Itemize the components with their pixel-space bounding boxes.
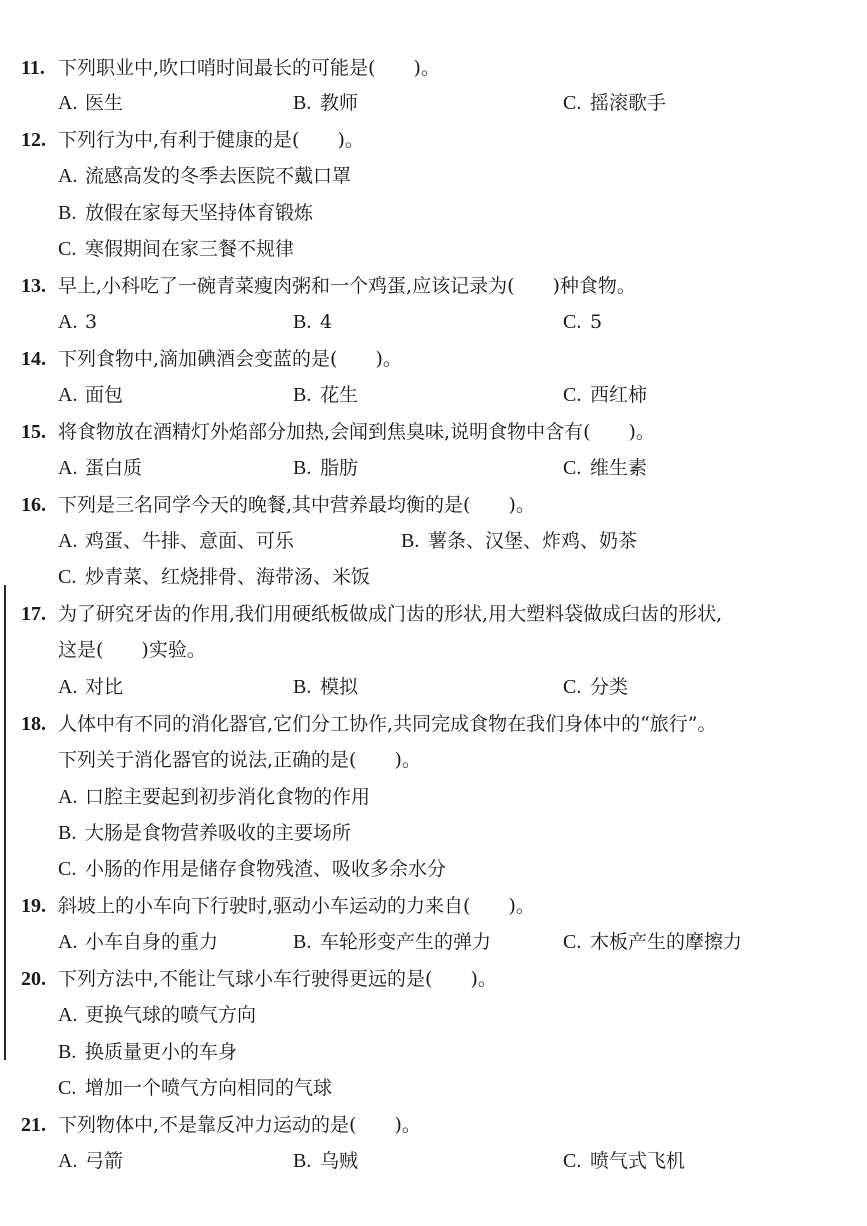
option-b[interactable]: [293, 377, 358, 413]
option-text: 维生素: [590, 457, 648, 479]
option-c[interactable]: [563, 1143, 685, 1179]
question-stem-line: [0, 268, 867, 304]
option-text: 小车自身的重力: [85, 931, 219, 953]
option-text: 更换气球的喷气方向: [85, 1004, 257, 1026]
option-text: 分类: [590, 676, 629, 698]
question-number: 16.: [21, 494, 46, 516]
option-label: A.: [58, 676, 78, 698]
option-label: A.: [58, 311, 78, 333]
option-text: 花生: [320, 384, 359, 406]
question-stem: 为了研究牙齿的作用,我们用硬纸板做成门齿的形状,用大塑料袋做成臼齿的形状,: [58, 603, 723, 625]
option-text: 口腔主要起到初步消化食物的作用: [85, 786, 371, 808]
option-label: B.: [58, 202, 77, 224]
option-c[interactable]: [58, 1070, 332, 1106]
question-number: 14.: [21, 348, 46, 370]
option-a[interactable]: [58, 924, 218, 960]
option-text: 放假在家每天坚持体育锻炼: [85, 202, 314, 224]
option-b[interactable]: [293, 1143, 358, 1179]
option-label: A.: [58, 931, 78, 953]
option-text: 模拟: [320, 676, 359, 698]
option-text: 乌贼: [320, 1150, 359, 1172]
option-text: 换质量更小的车身: [85, 1041, 238, 1063]
question-stem: 下列方法中,不能让气球小车行驶得更远的是( )。: [58, 968, 497, 990]
option-label: C.: [563, 311, 582, 333]
option-a[interactable]: [58, 779, 370, 815]
option-text: 4: [320, 311, 333, 333]
question-stem: 下列物体中,不是靠反冲力运动的是( )。: [58, 1114, 421, 1136]
option-text: 5: [590, 311, 603, 333]
option-label: C.: [58, 238, 77, 260]
option-text: 木板产生的摩擦力: [590, 931, 743, 953]
option-label: B.: [401, 530, 420, 552]
option-c[interactable]: [563, 377, 647, 413]
question-stem: 下列关于消化器官的说法,正确的是( )。: [58, 749, 421, 771]
option-b[interactable]: [58, 195, 313, 231]
question-number: 12.: [21, 129, 46, 151]
option-label: B.: [293, 457, 312, 479]
option-label: A.: [58, 165, 78, 187]
question-stem: 下列行为中,有利于健康的是( )。: [58, 129, 364, 151]
option-b[interactable]: [293, 924, 491, 960]
option-b[interactable]: [293, 669, 358, 705]
option-label: C.: [563, 1150, 582, 1172]
question-stem: 早上,小科吃了一碗青菜瘦肉粥和一个鸡蛋,应该记录为( )种食物。: [58, 275, 636, 297]
option-c[interactable]: [563, 669, 628, 705]
question-number: 13.: [21, 275, 46, 297]
option-c[interactable]: [58, 559, 370, 595]
question-number: 21.: [21, 1114, 46, 1136]
option-c[interactable]: [563, 450, 647, 486]
option-text: 摇滚歌手: [590, 92, 667, 114]
question-number: 18.: [21, 713, 46, 735]
question-stem-line: [0, 706, 867, 742]
option-c[interactable]: [58, 851, 446, 887]
option-a[interactable]: [58, 1143, 123, 1179]
option-c[interactable]: [563, 304, 602, 340]
option-text: 鸡蛋、牛排、意面、可乐: [85, 530, 295, 552]
option-label: B.: [293, 311, 312, 333]
option-text: 3: [85, 311, 98, 333]
option-b[interactable]: [58, 815, 351, 851]
option-label: A.: [58, 1150, 78, 1172]
option-b[interactable]: [401, 523, 637, 559]
option-text: 喷气式飞机: [590, 1150, 686, 1172]
question-number: 15.: [21, 421, 46, 443]
option-a[interactable]: [58, 377, 123, 413]
option-text: 增加一个喷气方向相同的气球: [85, 1077, 333, 1099]
option-label: B.: [293, 1150, 312, 1172]
option-c[interactable]: [58, 231, 294, 267]
question-stem: 下列食物中,滴加碘酒会变蓝的是( )。: [58, 348, 402, 370]
option-text: 教师: [320, 92, 359, 114]
option-label: C.: [563, 457, 582, 479]
question-stem-line: [0, 1107, 867, 1143]
option-text: 车轮形变产生的弹力: [320, 931, 492, 953]
option-text: 弓箭: [85, 1150, 124, 1172]
question-stem: 斜坡上的小车向下行驶时,驱动小车运动的力来自( )。: [58, 895, 535, 917]
option-label: A.: [58, 1004, 78, 1026]
option-label: B.: [58, 822, 77, 844]
option-label: C.: [563, 676, 582, 698]
question-stem: 这是( )实验。: [58, 639, 206, 661]
option-text: 薯条、汉堡、炸鸡、奶茶: [428, 530, 638, 552]
option-label: B.: [58, 1041, 77, 1063]
option-b[interactable]: [293, 450, 358, 486]
question-stem: 下列职业中,吹口哨时间最长的可能是( )。: [58, 57, 440, 79]
option-label: B.: [293, 92, 312, 114]
option-text: 炒青菜、红烧排骨、海带汤、米饭: [85, 566, 371, 588]
option-label: B.: [293, 931, 312, 953]
option-text: 西红柿: [590, 384, 648, 406]
option-label: B.: [293, 384, 312, 406]
question-stem-line: [0, 596, 867, 632]
option-label: A.: [58, 786, 78, 808]
question-stem-line: [0, 341, 867, 377]
option-label: C.: [563, 931, 582, 953]
option-text: 寒假期间在家三餐不规律: [85, 238, 295, 260]
question-stem-line: [0, 487, 867, 523]
option-b[interactable]: [58, 1034, 237, 1070]
option-label: C.: [563, 92, 582, 114]
option-text: 对比: [85, 676, 124, 698]
option-text: 脂肪: [320, 457, 359, 479]
option-a[interactable]: [58, 997, 256, 1033]
option-text: 蛋白质: [85, 457, 143, 479]
option-label: A.: [58, 92, 78, 114]
option-a[interactable]: [58, 304, 97, 340]
question-stem-line: [0, 50, 867, 86]
option-a[interactable]: [58, 669, 123, 705]
question-stem: 下列是三名同学今天的晚餐,其中营养最均衡的是( )。: [58, 494, 535, 516]
option-label: C.: [58, 1077, 77, 1099]
option-c[interactable]: [563, 924, 742, 960]
option-text: 大肠是食物营养吸收的主要场所: [85, 822, 352, 844]
option-label: C.: [58, 858, 77, 880]
question-stem-line: [0, 122, 867, 158]
option-label: C.: [563, 384, 582, 406]
option-text: 医生: [85, 92, 124, 114]
option-label: A.: [58, 530, 78, 552]
option-b[interactable]: [293, 85, 358, 121]
option-label: A.: [58, 457, 78, 479]
question-stem-line: [0, 961, 867, 997]
option-text: 流感高发的冬季去医院不戴口罩: [85, 165, 352, 187]
question-stem-line: [0, 414, 867, 450]
question-number: 19.: [21, 895, 46, 917]
question-stem-line: [0, 632, 867, 668]
option-label: A.: [58, 384, 78, 406]
option-a[interactable]: [58, 450, 142, 486]
question-stem-line: [0, 742, 867, 778]
option-text: 面包: [85, 384, 124, 406]
question-number: 11.: [21, 57, 45, 79]
option-c[interactable]: [563, 85, 666, 121]
question-stem-line: [0, 888, 867, 924]
option-text: 小肠的作用是储存食物残渣、吸收多余水分: [85, 858, 447, 880]
question-number: 17.: [21, 603, 46, 625]
option-label: C.: [58, 566, 77, 588]
question-stem: 将食物放在酒精灯外焰部分加热,会闻到焦臭味,说明食物中含有( )。: [58, 421, 655, 443]
option-b[interactable]: [293, 304, 332, 340]
option-a[interactable]: [58, 158, 351, 194]
option-a[interactable]: [58, 523, 294, 559]
option-label: B.: [293, 676, 312, 698]
option-a[interactable]: [58, 85, 123, 121]
question-stem: 人体中有不同的消化器官,它们分工协作,共同完成食物在我们身体中的“旅行”。: [58, 713, 717, 735]
question-number: 20.: [21, 968, 46, 990]
